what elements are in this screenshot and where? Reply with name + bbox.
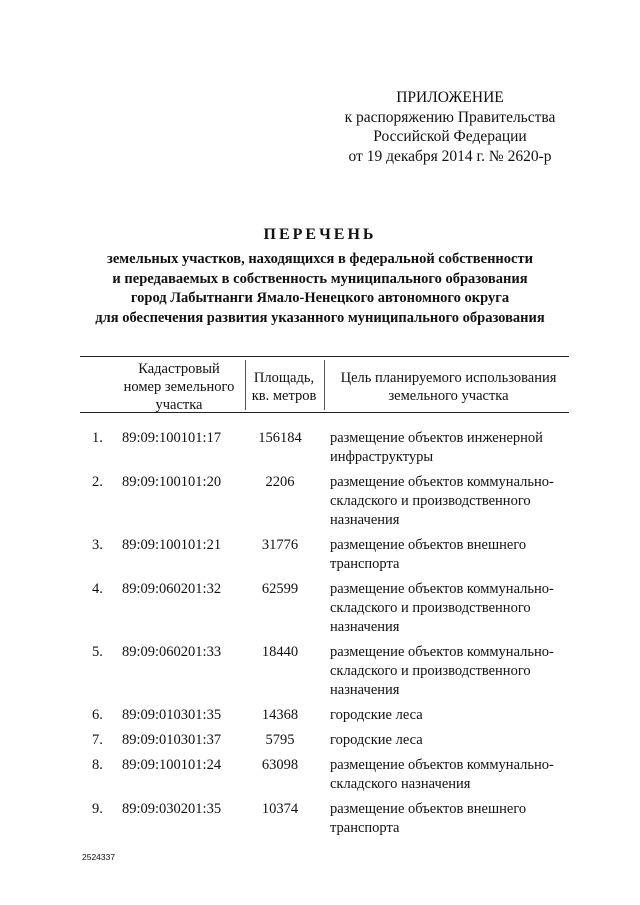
subtitle-line: город Лабытнанги Ямало-Ненецкого автономного округа (130, 290, 510, 306)
plot-area: 10374 (261, 801, 299, 817)
purpose-line: размещение объектов внешнего (330, 801, 527, 817)
row-number: 1. (92, 430, 103, 446)
cadastral-number: 89:09:010301:37 (122, 732, 222, 748)
document-subtitle (40, 250, 600, 328)
row-number: 2. (92, 474, 103, 490)
plot-purpose (330, 473, 569, 530)
appendix-line: к распоряжению Правительства (344, 108, 556, 126)
table-row (80, 706, 569, 725)
purpose-line: размещение объектов коммунально- (330, 757, 554, 773)
document-title: ПЕРЕЧЕНЬ (263, 226, 377, 243)
purpose-line: назначения (330, 619, 400, 635)
cadastral-number: 89:09:010301:35 (122, 707, 222, 723)
purpose-line: складского и производственного (330, 663, 531, 679)
appendix-line: Российской Федерации (373, 128, 527, 145)
table-row (80, 580, 569, 637)
row-number: 5. (92, 644, 103, 660)
subtitle-line: для обеспечения развития указанного муниципального образования (95, 309, 545, 326)
purpose-line: складского и производственного (330, 600, 531, 616)
appendix-line: от 19 декабря 2014 г. № 2620-р (348, 147, 552, 165)
purpose-line: складского назначения (330, 776, 471, 792)
table-header-rule (80, 412, 569, 413)
cadastral-number: 89:09:030201:35 (122, 801, 222, 817)
purpose-line: транспорта (330, 820, 400, 836)
plot-area: 156184 (258, 430, 302, 446)
table-row (80, 800, 569, 838)
table-top-rule (80, 356, 569, 357)
header-cadastral: Кадастровый номер земельного участка (123, 361, 235, 413)
header-divider (324, 360, 325, 410)
row-number: 8. (92, 757, 103, 773)
plot-purpose (330, 756, 569, 794)
plot-purpose (330, 706, 569, 725)
cadastral-number: 89:09:100101:17 (122, 430, 222, 446)
plot-purpose (330, 429, 569, 467)
plot-area: 18440 (261, 644, 299, 660)
table-row (80, 473, 569, 530)
plot-purpose (330, 800, 569, 838)
purpose-line: складского и производственного (330, 493, 531, 509)
purpose-line: назначения (330, 512, 400, 528)
purpose-line: размещение объектов внешнего (330, 537, 527, 553)
purpose-line: размещение объектов инженерной (330, 430, 543, 446)
appendix-block (320, 88, 580, 166)
table-body (80, 429, 569, 838)
purpose-line: назначения (330, 682, 400, 698)
subtitle-line: земельных участков, находящихся в федеральной собственности (107, 251, 533, 267)
table-row (80, 429, 569, 467)
plot-purpose (330, 643, 569, 700)
header-divider (245, 360, 246, 410)
table-row (80, 756, 569, 794)
document-code: 2524337 (82, 852, 116, 862)
table-row (80, 536, 569, 574)
plot-area: 2206 (265, 474, 295, 490)
cadastral-number: 89:09:100101:21 (122, 537, 222, 553)
table-row (80, 643, 569, 700)
row-number: 7. (92, 732, 103, 748)
plot-area: 14368 (261, 707, 299, 723)
plot-purpose (330, 536, 569, 574)
purpose-line: инфраструктуры (330, 449, 434, 465)
purpose-line: размещение объектов коммунально- (330, 644, 554, 660)
plot-purpose (330, 580, 569, 637)
plot-area: 62599 (261, 581, 299, 597)
subtitle-line: и передаваемых в собственность муниципального образования (112, 270, 528, 287)
row-number: 9. (92, 801, 103, 817)
purpose-line: размещение объектов коммунально- (330, 474, 554, 490)
purpose-line: городские леса (330, 732, 423, 748)
purpose-line: размещение объектов коммунально- (330, 581, 554, 597)
appendix-heading: ПРИЛОЖЕНИЕ (396, 89, 504, 106)
row-number: 6. (92, 707, 103, 723)
plot-purpose (330, 731, 569, 750)
plot-area: 31776 (261, 537, 299, 553)
purpose-line: городские леса (330, 707, 423, 723)
cadastral-number: 89:09:060201:32 (122, 581, 222, 597)
row-number: 4. (92, 581, 103, 597)
plot-area: 63098 (261, 757, 299, 773)
plot-area: 5795 (265, 732, 295, 748)
header-area: Площадь, кв. метров (251, 370, 317, 404)
row-number: 3. (92, 537, 103, 553)
cadastral-number: 89:09:100101:24 (122, 757, 222, 773)
cadastral-number: 89:09:100101:20 (122, 474, 222, 490)
table-row (80, 731, 569, 750)
cadastral-number: 89:09:060201:33 (122, 644, 222, 660)
purpose-line: транспорта (330, 556, 400, 572)
header-purpose: Цель планируемого использования земельного участка (340, 370, 557, 404)
